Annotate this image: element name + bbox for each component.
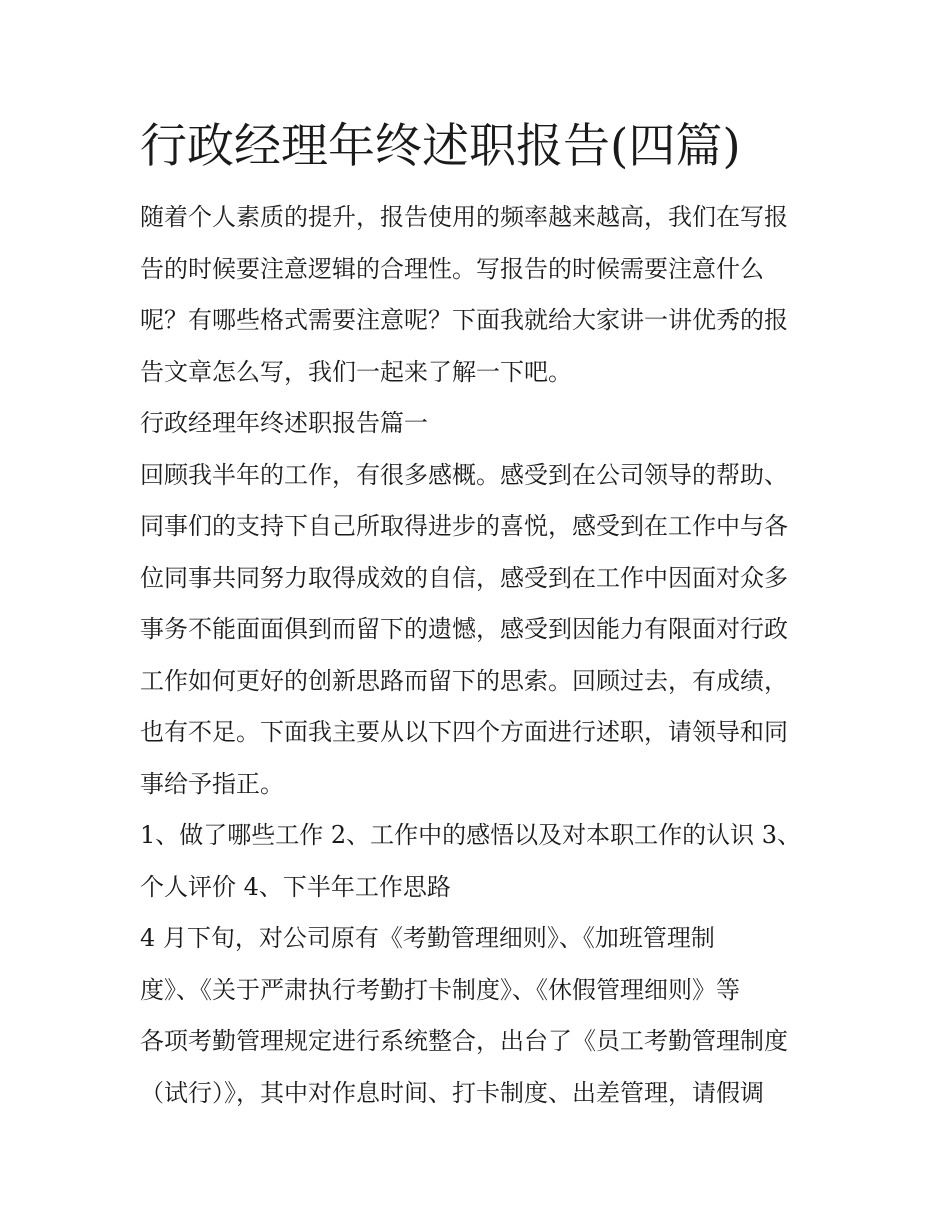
body-line: 1、做了哪些工作 2、工作中的感悟以及对本职工作的认识 3、 xyxy=(140,821,802,849)
intro-line: 告文章怎么写，我们一起来了解一下吧。 xyxy=(140,357,572,386)
body-line: 位同事共同努力取得成效的自信，感受到在工作中因面对众多 xyxy=(140,563,788,592)
body-line: 4 月下旬，对公司原有《考勤管理细则》、《加班管理制 xyxy=(140,924,715,952)
body-line: （试行）》，其中对作息时间、打卡制度、出差管理，请假调 xyxy=(140,1078,764,1107)
intro-line: 随着个人素质的提升，报告使用的频率越来越高，我们在写报 xyxy=(140,203,788,231)
body-paragraph-2 xyxy=(140,810,820,913)
document-title: 行政经理年终述职报告(四篇) xyxy=(140,119,741,174)
body-paragraph-1 xyxy=(140,450,820,811)
body-paragraph-3 xyxy=(140,913,820,1119)
body-line: 个人评价 4、下半年工作思路 xyxy=(140,872,451,901)
body-line: 回顾我半年的工作，有很多感概。感受到在公司领导的帮助、 xyxy=(140,460,788,489)
intro-paragraph xyxy=(140,192,820,398)
intro-line: 呢？有哪些格式需要注意呢？下面我就给大家讲一讲优秀的报 xyxy=(140,306,788,334)
body-line: 事给予指正。 xyxy=(140,769,284,798)
document-page xyxy=(140,112,820,1119)
body-line: 事务不能面面俱到而留下的遗憾，感受到因能力有限面对行政 xyxy=(140,615,788,643)
body-line: 同事们的支持下自己所取得进步的喜悦，感受到在工作中与各 xyxy=(140,512,788,540)
section-heading: 行政经理年终述职报告篇一 xyxy=(140,409,428,437)
intro-line: 告的时候要注意逻辑的合理性。写报告的时候需要注意什么 xyxy=(140,254,764,283)
body-line: 度》、《关于严肃执行考勤打卡制度》、《休假管理细则》等 xyxy=(140,975,740,1004)
body-line: 各项考勤管理规定进行系统整合，出台了《员工考勤管理制度 xyxy=(140,1027,788,1055)
body-line: 工作如何更好的创新思路而留下的思索。回顾过去，有成绩， xyxy=(140,666,788,695)
body-line: 也有不足。下面我主要从以下四个方面进行述职，请领导和同 xyxy=(140,718,788,746)
